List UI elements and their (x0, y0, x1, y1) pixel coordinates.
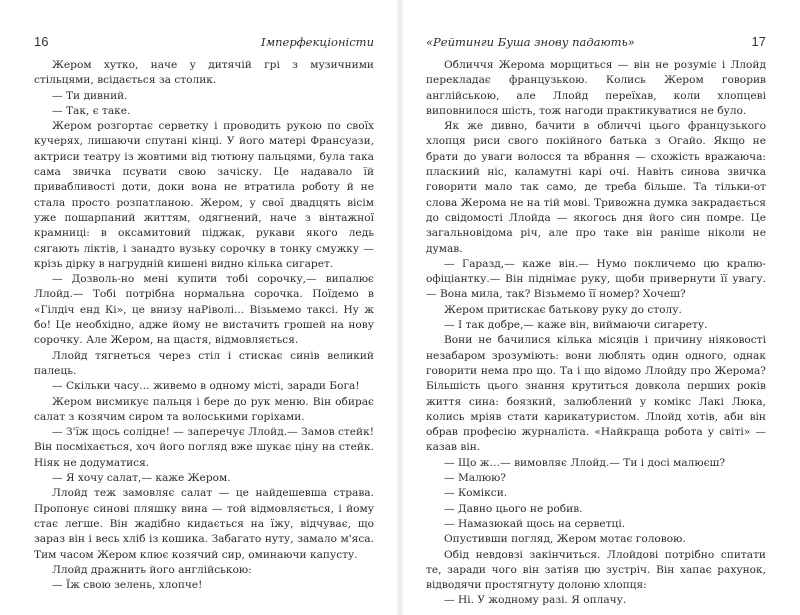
left-page-body (34, 58, 374, 593)
paragraph: — Давно цього не робив. (444, 502, 583, 515)
paragraph: — Ти дивний. (52, 89, 128, 102)
left-page-header (34, 34, 374, 50)
paragraph: — Що ж…— вимовляє Ллойд.— Ти і досі малюєш? (444, 456, 726, 469)
paragraph: Вони не бачилися кілька місяців і причину ніяковості незабаром зрозуміють: вони люблять один одного, однак говорити нема про що. Та і що відомо Ллойду про Жерома? Більшість цього знання крутиться довкола перших років життя сина: боязкий, залюблений у комікс Лакі Люка, колись мріяв стати карикатуристом. Ллойд хотів, аби він обрав професію журналіста. «Найкраща робота у світі» — казав він. (426, 334, 766, 454)
paragraph: — І так добре,— каже він, виймаючи сигарету. (444, 319, 708, 332)
paragraph: — Їж свою зелень, хлопче! (52, 579, 203, 592)
paragraph: — Ні. У жодному разі. Я оплачу. (444, 594, 627, 607)
right-page-body (426, 58, 766, 609)
paragraph: Опустивши погляд, Жером мотає головою. (444, 533, 686, 546)
paragraph: — Гаразд,— каже він.— Нумо покличемо цю кралю-офіціантку.— Він піднімає руку, щоби привернути її увагу.— Вона мила, так? Візьмемо її номер? Хочеш? (426, 257, 766, 301)
paragraph: — Малюю? (444, 472, 506, 485)
right-page (402, 0, 800, 615)
paragraph: Жером притискає батькову руку до столу. (444, 303, 682, 316)
left-page (0, 0, 398, 615)
right-page-number: 17 (751, 34, 766, 49)
paragraph: — Я хочу салат,— каже Жером. (52, 472, 231, 485)
paragraph: — Комікси. (444, 487, 508, 500)
paragraph: Ллойд теж замовляє салат — це найдешевша страва. Пропонує синові пляшку вина — той відмовляється, і йому стає легше. Він жадібно кидається на їжу, відчуває, що зараз він і весь хліб із кошика. Забагато нуту, замало м'яса. Тим часом Жером клює козячий сир, оминаючи капусту. (34, 487, 374, 561)
paragraph: Як же дивно, бачити в обличчі цього французького хлопця риси свого покійного батька з Огайо. Якщо не брати до уваги волосся та вбрання — схожість вражаюча: пласкиий ніс, каламутні карі очі. Навіть синова звичка говорити мало так само, де треба більше. Та тільки-от слова Жерома не на тій мові. Тривожна думка закрадається до свідомості Ллойда — якогось дня його син помре. Це загальновідома річ, але про таке він раніше ніколи не думав. (426, 120, 766, 255)
paragraph: Ллойд тягнеться через стіл і стискає синів великий палець. (34, 349, 374, 377)
right-page-header (426, 34, 766, 50)
paragraph: — Дозволь-но мені купити тобі сорочку,— випалює Ллойд.— Тобі потрібна нормальна сорочка. Поїдемо в «Гілдіч енд Кі», це внизу наРіволі... Візьмемо таксі. Ну ж бо! Це необхідно, адже йому не вистачить грошей на нову сорочку. Але Жером, на щастя, відмовляється. (34, 273, 374, 347)
paragraph: — З'їж щось солідне! — заперечує Ллойд.— Замов стейк! Він посміхається, хоч його погляд вже шукає ціну на стейк. Ніяк не додуматися. (34, 426, 374, 469)
paragraph: Жером хутко, наче у дитячій грі з музичними стільцями, всідається за столик. (34, 59, 374, 87)
paragraph: — Так, є таке. (52, 104, 131, 117)
right-running-title: «Рейтинги Буша знову падають» (426, 35, 635, 49)
paragraph: Обід невдовзі закінчиться. Ллойдові потрібно спитати те, заради чого він затіяв цю зустріч. Він хапає рахунок, відводячи простягнуту долоню хлопця: (426, 548, 766, 592)
paragraph: — Скільки часу… живемо в одному місті, заради Бога! (52, 380, 360, 393)
paragraph: Обличчя Жерома морщиться — він не розуміє і Ллойд перекладає французькою. Колись Жером говорив англійською, але Ллойд переїхав, коли хлопцеві виповнилося шість, тож нагоди практикуватися не було. (426, 59, 766, 117)
left-running-title: Імперфекціоністи (261, 35, 374, 49)
left-page-number: 16 (34, 34, 49, 49)
paragraph: — Намазюкай щось на серветці. (444, 517, 626, 530)
paragraph: Жером розгортає серветку і проводить рукою по своїх кучерях, лишаючи спутані кінці. У його матері Франсуази, актриси театру із жовтими від тютюну пальцями, була така сама звичка псувати свою зачіску. Це надавало їй привабливості доти, доки вона не втратила роботу й не стала просто розпатланою. Жером, у свої двадцять вісім уже пошарпаний життям, одягнений, наче з вінтажної крамниці: в оксамитовий піджак, рукави якого ледь сягають ліктів, і занадто вузьку сорочку в тонку смужку — крізь дірку в нагрудній кишені видно кілька сигарет. (34, 120, 374, 270)
paragraph: Жером висмикує пальця і бере до рук меню. Він обирає салат з козячим сиром та волоськими горіхами. (34, 395, 374, 423)
paragraph: Ллойд дражнить його англійською: (52, 563, 252, 576)
